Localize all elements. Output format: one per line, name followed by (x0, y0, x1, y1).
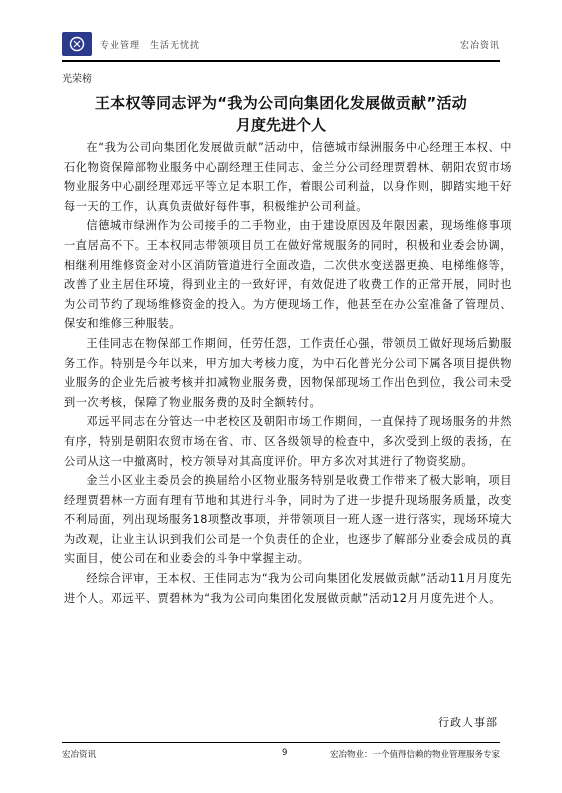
logo-emblem-icon (69, 36, 85, 52)
page-header (62, 30, 500, 58)
footer-brand: 宏冶资讯 (62, 750, 97, 760)
article-signature: 行政人事部 (438, 716, 498, 729)
paragraph: 金兰小区业主委员会的换届给小区物业服务特别是收费工作带来了极大影响，项目经理贾碧林一方面有理有节地和其进行斗争，同时为了进一步提升现场服务质量，改变不利局面，列出现场服务18项整改事项，并带领项目一班人逐一进行落实，现场环境大为改观，让业主认识到我们公司是一个负责任的企业，也逐步了解部分业委会成员的真实面目，使公司在和业委会的斗争中掌握主动。 (64, 474, 512, 566)
article-author: 光荣榜 (62, 74, 92, 85)
page-footer (62, 748, 500, 762)
page-number: 9 (282, 748, 288, 758)
footer-divider (62, 742, 500, 743)
article-body (64, 138, 512, 608)
paragraph: 在“我为公司向集团化发展做贡献”活动中，信德城市绿洲服务中心经理王本权、中石化物资保障部物业服务中心副经理王佳同志、金兰分公司经理贾碧林、朝阳农贸市场物业服务中心副经理邓远平等立足本职工作，着眼公司利益，以身作则，脚踏实地干好每一天的工作，认真负责做好每件事，积极维护公司利益。 (64, 141, 512, 213)
article-title-line1: 王本权等同志评为“我为公司向集团化发展做贡献”活动 (94, 94, 468, 112)
paragraph: 经综合评审，王本权、王佳同志为“我为公司向集团化发展做贡献”活动11月月度先进个人。邓远平、贾碧林为“我为公司向集团化发展做贡献”活动12月月度先进个人。 (64, 572, 512, 605)
article-title-line2: 月度先进个人 (235, 116, 326, 134)
paragraph: 信德城市绿洲作为公司接手的二手物业，由于建设原因及年限因素，现场维修事项一直居高不下。王本权同志带领项目员工在做好常规服务的同时，积极和业委会协调，相继利用维修资金对小区消防管道进行全面改造，二次供水变送器更换、电梯维修等，改善了业主居住环境，得到业主的一致好评，有效促进了收费工作的正常开展，同时也为公司节约了现场维修资金的投入。为方便现场工作，他甚至在办公室准备了管理员、保安和维修三种服装。 (64, 219, 512, 331)
paragraph: 邓远平同志在分管达一中老校区及朝阳市场工作期间，一直保持了现场服务的井然有序，特别是朝阳农贸市场在省、市、区各级领导的检查中，多次受到上级的表扬，在公司从这一中撤离时，校方领导对其高度评价。甲方多次对其进行了物资奖励。 (64, 415, 512, 468)
paragraph: 王佳同志在物保部工作期间，任劳任怨，工作责任心强，带领员工做好现场后勤服务工作。特别是今年以来，甲方加大考核力度，为中石化普光分公司下属各项目提供物业服务的企业先后被考核并扣减物业服务费，因物保部现场工作出色到位，我公司未受到一次考核，保障了物业服务费的及时全额转付。 (64, 336, 512, 409)
header-divider (62, 60, 500, 62)
header-brand: 宏冶资讯 (459, 40, 500, 51)
footer-slogan: 宏冶物业：一个值得信赖的物业管理服务专家 (329, 750, 500, 760)
header-motto: 专业管理 生活无忧扰 (100, 40, 201, 51)
company-logo (62, 32, 92, 56)
